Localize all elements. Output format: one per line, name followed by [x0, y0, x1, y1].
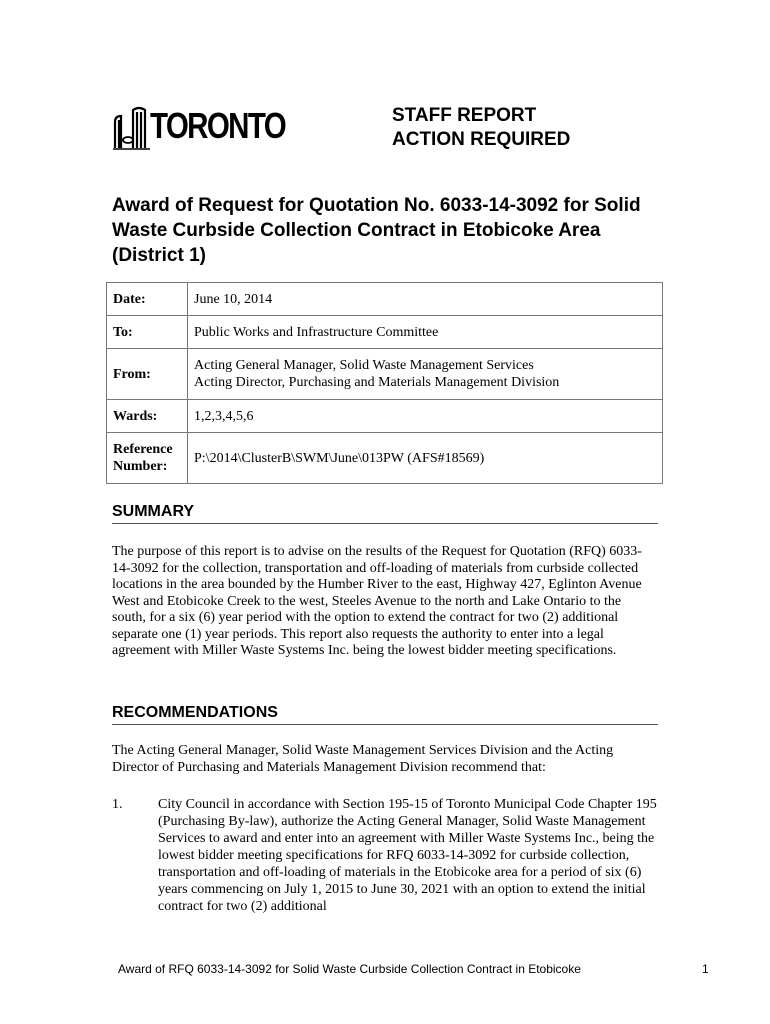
toronto-logo: [112, 100, 286, 152]
from-label: From:: [107, 349, 188, 400]
footer-text: Award of RFQ 6033-14-3092 for Solid Waste Curbside Collection Contract in Etobicoke: [118, 962, 581, 976]
wards-row: [107, 400, 663, 433]
summary-heading: SUMMARY: [112, 502, 658, 524]
report-type-line-1: STAFF REPORT: [392, 105, 537, 126]
from-value-line-1: Acting General Manager, Solid Waste Management Services: [194, 358, 534, 373]
recommendation-number: 1.: [112, 797, 123, 812]
reference-label-line-2: Number:: [113, 459, 168, 474]
page-number: 1: [702, 962, 709, 976]
reference-label: [107, 433, 188, 484]
reference-value: P:\2014\ClusterB\SWM\June\013PW (AFS#18569): [188, 433, 663, 484]
reference-row: [107, 433, 663, 484]
reference-label-line-1: Reference: [113, 442, 173, 457]
date-row: [107, 283, 663, 316]
recommendation-item: [112, 796, 660, 915]
from-row: [107, 349, 663, 400]
recommendations-intro: The Acting General Manager, Solid Waste Management Services Division and the Acting Director of Purchasing and Materials Management Division recommend that:: [112, 743, 614, 775]
to-label: To:: [107, 316, 188, 349]
wards-value: 1,2,3,4,5,6: [188, 400, 663, 433]
report-type-line-2: ACTION REQUIRED: [392, 129, 571, 150]
to-row: [107, 316, 663, 349]
date-label: Date:: [107, 283, 188, 316]
from-value: [188, 349, 663, 400]
report-info-table: [106, 282, 663, 484]
from-value-line-2: Acting Director, Purchasing and Materials Management Division: [194, 375, 560, 390]
date-value: June 10, 2014: [188, 283, 663, 316]
logo-wordmark: TORONTO: [150, 105, 286, 146]
report-title: Award of Request for Quotation No. 6033-14-3092 for Solid Waste Curbside Collection Contract in Etobicoke Area (District 1): [112, 195, 641, 266]
summary-text: The purpose of this report is to advise on the results of the Request for Quotation (RFQ) 6033-14-3092 for the collection, transportation and off-loading of materials from curbside collected locations in the area bounded by the Humber River to the east, Highway 427, Eglinton Avenue West and Etobicoke Creek to the west, Steeles Avenue to the north and Lake Ontario to the south, for a six (6) year period with the option to extend the contract for two (2) additional separate one (1) year periods. This report also requests the authority to enter into a legal agreement with Miller Waste Systems Inc. being the lowest bidder meeting specifications.: [112, 544, 642, 658]
city-hall-icon: [112, 100, 152, 152]
recommendations-heading: RECOMMENDATIONS: [112, 703, 658, 725]
report-type: [392, 104, 570, 152]
wards-label: Wards:: [107, 400, 188, 433]
to-value: Public Works and Infrastructure Committee: [188, 316, 663, 349]
recommendation-text: City Council in accordance with Section 195-15 of Toronto Municipal Code Chapter 195 (Purchasing By-law), authorize the Acting General Manager, Solid Waste Management Services to award and enter into an agreement with Miller Waste Systems Inc., being the lowest bidder meeting specifications for RFQ 6033-14-3092 for curbside collection, transportation and off-loading of materials in the Etobicoke area for a period of six (6) years commencing on July 1, 2015 to June 30, 2021 with an option to extend the initial contract for two (2) additional: [158, 797, 657, 914]
